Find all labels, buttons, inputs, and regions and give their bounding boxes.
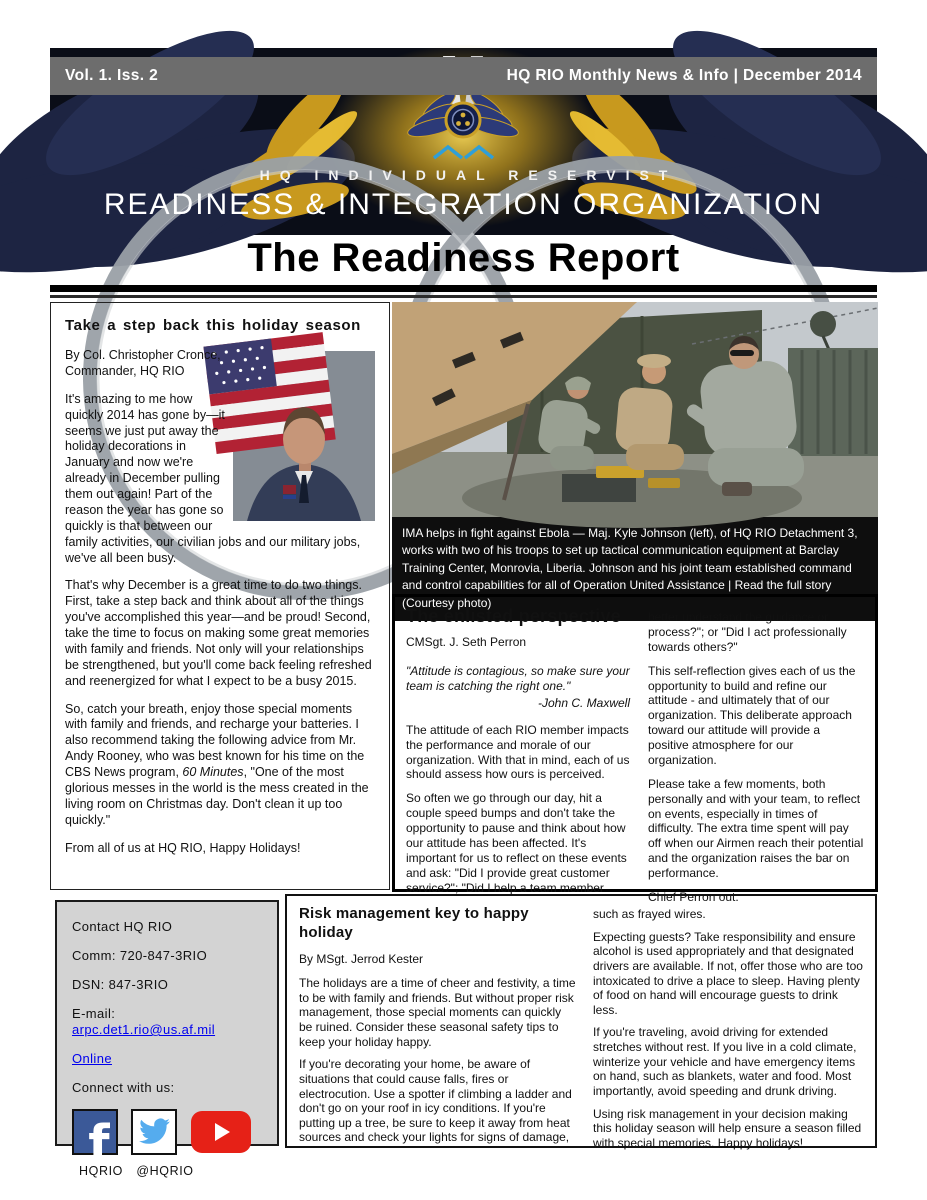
- paragraph-text: So, catch your breath, enjoy those special moments with family and friends, and recharge your batteries. I also recommend taking the following advice from Mr. Andy Rooney, who was best known for his time on the CBS News program,: [65, 701, 365, 780]
- facebook-icon[interactable]: f: [72, 1109, 118, 1155]
- satellite-dish-icon: [810, 311, 836, 337]
- newsletter-title: The Readiness Report: [247, 236, 680, 280]
- article-closing: From all of us at HQ RIO, Happy Holidays!: [65, 840, 301, 855]
- article-paragraph: So often we go through our day, hit a couple speed bumps and don't take the opportunity to pause and think about how our attitude has been affected. It's important for us to reflect on these events and ask: "Did I provide great customer service?"; "Did I help a team member: [406, 791, 627, 895]
- org-line-individual-reservist: HQ INDIVIDUAL RESERVIST: [259, 167, 678, 183]
- quote-attribution: -John C. Maxwell: [537, 695, 630, 710]
- risk-column-left: [299, 905, 577, 1145]
- article-signoff: Chief Perron out.: [648, 889, 739, 904]
- email-link[interactable]: arpc.det1.rio@us.af.mil: [72, 1022, 216, 1037]
- contact-online-row: [72, 1051, 262, 1067]
- issue-info-label: HQ RIO Monthly News & Info | December 2014: [506, 67, 862, 84]
- volume-label: Vol. 1. Iss. 2: [65, 67, 159, 84]
- commander-portrait-photo: [233, 351, 375, 521]
- email-label: E-mail:: [72, 1006, 116, 1021]
- enlisted-quote: "Attitude is contagious, so make sure your team is catching the right one.": [406, 664, 630, 694]
- org-line-rio: READINESS & INTEGRATION ORGANIZATION: [103, 188, 824, 221]
- risk-management-article: [285, 894, 877, 1148]
- article-paragraph: That's why December is a great time to do two things. First, take a step back and think about all of the things you've accomplished this year—and be proud! Second, take the time to focus on making some great memories with family and friends. Not only will your relationships be strengthened, but you'll come back feeling refreshed and reenergized for what I expect to be a busy 2015.: [65, 578, 372, 688]
- contact-comm-number: Comm: 720-847-3RIO: [72, 948, 208, 963]
- contact-email-row: [72, 1006, 262, 1038]
- caption-text: (Courtesy photo): [402, 595, 492, 610]
- article-paragraph: It's amazing to me how quickly 2014 has gone by—it seems we just put away the holiday decorations in January and now we're already in December pulling them out again! Part of the reason the year has gone so quickly is that between our family activities, our civilian jobs and our military jobs, we've all been busy.: [65, 391, 361, 565]
- article-paragraph: This self-reflection gives each of us the opportunity to build and refine our attitude - and ultimately that of our organization. This deliberate approach toward our attitude will provide a positive atmosphere for our organization.: [648, 663, 856, 767]
- twitter-bird-icon[interactable]: [131, 1109, 177, 1155]
- youtube-play-icon[interactable]: [191, 1111, 251, 1153]
- feature-photo-block: [392, 302, 878, 621]
- title-divider: [50, 285, 877, 298]
- connect-label: Connect with us:: [72, 1080, 175, 1095]
- risk-byline: By MSgt. Jerrod Kester: [299, 951, 424, 966]
- article-paragraph: better understand the guidance or process?"; or "Did I act professionally towards others?": [648, 610, 847, 654]
- caption-text: IMA helps in fight against Ebola — Maj. Kyle Johnson (left), of HQ RIO Detachment 3, works with two of his troops to set up tactical communication equipment at Barclay Training Center, Monrovia, Liberia. Johnson and his joint team established command and control capabilities for all of Operation United Assistance |: [402, 526, 858, 593]
- sunglasses-icon: [730, 350, 754, 356]
- twitter-handle: @HQRIO: [136, 1164, 194, 1178]
- masthead: [50, 48, 877, 235]
- article-paragraph: If you're traveling, avoid driving for extended stretches without rest. If you live in a cold climate, winterize your vehicle and have emergency items on hand, such as blankets, water and food. Most importantly, avoid speeding and drunk driving.: [593, 1025, 857, 1098]
- commander-article: [50, 302, 390, 890]
- program-title-italic: 60 Minutes: [182, 765, 244, 780]
- article-paragraph: Expecting guests? Take responsibility and ensure alcohol is used appropriately and that designated drivers are available. If not, offer those who are too intoxicated to drive a place to sleep. Having plenty of food on hand will encourage guests to drink less.: [593, 929, 863, 1017]
- facebook-handle: HQRIO: [79, 1164, 123, 1178]
- risk-column-right: [593, 905, 863, 1150]
- article-paragraph: If you're decorating your home, be aware of situations that could cause falls, fires or electrocution. Use a spotter if climbing a ladder and don't go on your roof in icy conditions. If you're putting up a tree, be sure to keep it away from heat sources and check your lights for signs of damage,: [299, 1057, 572, 1145]
- article-paragraph: such as frayed wires.: [593, 907, 706, 921]
- read-full-story-link[interactable]: Read the full story: [734, 578, 832, 593]
- paragraph-text: , "One of the most glorious messes in the world is the mess created in the living room on Christmas day. Don't clean it up too quickly.": [65, 765, 369, 827]
- risk-headline: Risk management key to happy holiday: [299, 905, 529, 941]
- contact-box: [55, 900, 279, 1178]
- article-paragraph: The attitude of each RIO member impacts the performance and morale of our organization. With that in mind, each of us should assess how ours is perceived.: [406, 722, 630, 782]
- article-paragraph: Using risk management in your decision making this holiday season will help ensure a season filled with special memories. Happy holidays!: [593, 1106, 862, 1150]
- enlisted-column-left: [406, 605, 634, 895]
- commander-article-byline: By Col. Christopher Cronce, Commander, HQ RIO: [65, 348, 221, 378]
- enlisted-byline: CMSgt. J. Seth Perron: [406, 635, 527, 650]
- masthead-strip: [50, 57, 877, 95]
- commander-article-headline: Take a step back this holiday season: [65, 317, 361, 334]
- article-paragraph: Please take a few moments, both personally and with your team, to reflect on events, especially in times of difficulty. The extra time spent will pay off when our Airmen reach their potential and the organization raises the bar on performance.: [648, 776, 864, 880]
- enlisted-headline: The enlisted perspective: [406, 606, 621, 626]
- article-paragraph: [65, 702, 375, 829]
- enlisted-perspective-article: [392, 594, 878, 904]
- contact-title: Contact HQ RIO: [72, 919, 173, 934]
- article-paragraph: The holidays are a time of cheer and festivity, a time to be with family and friends. But without proper risk management, those special moments can quickly be ruined. Consider these seasonal safety tips to keep your holiday happy.: [299, 976, 576, 1049]
- enlisted-column-right: [648, 605, 864, 904]
- soldiers-tactical-communications-photo: [392, 302, 878, 517]
- online-link[interactable]: Online: [72, 1051, 112, 1066]
- contact-dsn-number: DSN: 847-3RIO: [72, 977, 169, 992]
